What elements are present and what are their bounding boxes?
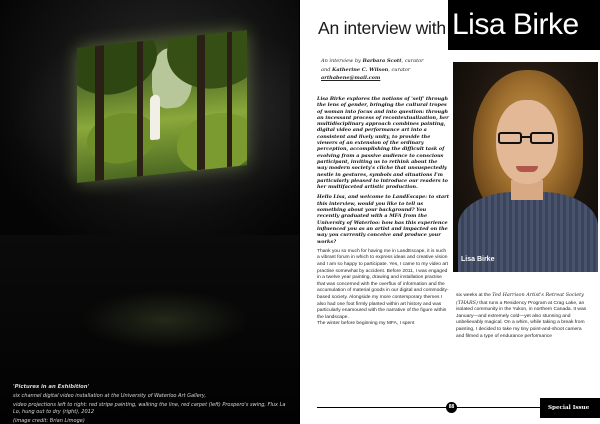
artist-portrait <box>453 62 598 272</box>
footer-rule <box>457 407 540 408</box>
glasses-icon <box>498 132 556 144</box>
footer-rule <box>317 407 447 408</box>
caption-title: 'Pictures in an Exhibition' <box>13 384 90 390</box>
caption-line: video projections left to right: red stripe painting, walking the line, red carpet (left) Prospero's swing, Flux La Lo, hung out to dry (right), 2012 <box>13 402 286 415</box>
caption-credit: (image credit: Brian Limoge) <box>13 417 85 424</box>
projection-tree <box>95 45 104 181</box>
author-name: Barbara Scott <box>362 58 402 64</box>
caption-line: six channel digital video installation at the University of Waterloo Art Gallery, <box>13 393 207 399</box>
projection-tree <box>137 41 143 177</box>
credit-line-3[interactable] <box>318 74 458 83</box>
lens <box>498 132 522 144</box>
question-paragraph: Hello Lisa, and welcome to LandEscape: to start this interview, would you like to tell us something about your background? You recently graduated with a MFA from the University of Waterloo: how has this experience influenced you as an artist and impacted on the way you currently conceive and produce your works? <box>317 194 450 245</box>
article-column-right <box>456 292 591 340</box>
answer-paragraph: Thank you so much for having me in LandEscape, it is such a vibrant forum in which to express ideas and creative vision and I am so happy to participate. Yes, I came to my video art practise somewhat by accident. Before 2011, I was engaged in a twelve year painting, drawing and installation practise that was concerned with the overflux of information and the accumulation of material goods in our digital and commodity-based society. Alongside my more contemporary themes I also had one foot firmly planted within art history and was particularly enamoured with the narrative of the figure within the landscape. The winter before beginning my MFA, I spent <box>317 248 449 327</box>
credit-prefix: and <box>321 66 331 73</box>
author-role: , curator <box>401 58 424 64</box>
author-name: Katherine C. Wilson <box>332 66 389 73</box>
portrait-mouth <box>516 166 538 172</box>
floor-reflection <box>80 290 250 350</box>
credit-line-1 <box>318 57 458 66</box>
lens <box>530 132 554 144</box>
portrait-label: Lisa Birke <box>461 256 495 263</box>
projection-tree <box>197 35 205 171</box>
section-label: Special Issue <box>540 398 600 418</box>
projection-tree <box>227 32 232 168</box>
projection-figure <box>150 94 160 140</box>
answer-text: six weeks at the <box>456 293 491 298</box>
credit-line-2 <box>318 66 458 75</box>
email-link[interactable]: arthabene@mail.com <box>321 75 381 81</box>
credit-prefix: An interview by <box>321 58 361 64</box>
installation-photo <box>77 30 247 183</box>
title-name: Lisa Birke <box>448 0 600 50</box>
residency-name: Ted Harrison Artist's Retreat Society (THARS) <box>456 292 584 306</box>
article-column-left <box>317 96 449 328</box>
photo-caption <box>13 384 293 424</box>
right-page <box>300 0 600 424</box>
interview-credits <box>318 57 458 83</box>
answer-text: that runs a Residency Program at Crag Lake, an isolated community in the Yukon, in northern Canada. It was January—and extremely cold—yet also stunning and unbelievably magical. On a whim, while taking a break from painting, I decided to take my tiny point-and-shoot camera and filmed a type of endurance performance <box>456 300 587 339</box>
author-role: , curator <box>388 66 411 73</box>
answer-paragraph-continued <box>456 292 591 340</box>
page-number: 88 <box>446 402 457 413</box>
title-prefix: An interview with <box>318 18 446 38</box>
intro-paragraph: Lisa Birke explores the notions of 'self' through the lens of gender, bringing the cultural tropes of woman into focus and into question: through an incessant process of recontextualization, her multidisciplinary approach combines painting, digital video and performance art into a consistent and lively unity, to provide the viewers of an extension of the ordinary perception, accomplishing the difficult task of evolving from a passive audience to conscious participant, inviting us to rethink about the way modern society's cliche that unsuspectedly nestle in gestures, symbols and situations I'm particularly pleased to introduce our readers to her multifaceted artistic production. <box>317 96 449 191</box>
